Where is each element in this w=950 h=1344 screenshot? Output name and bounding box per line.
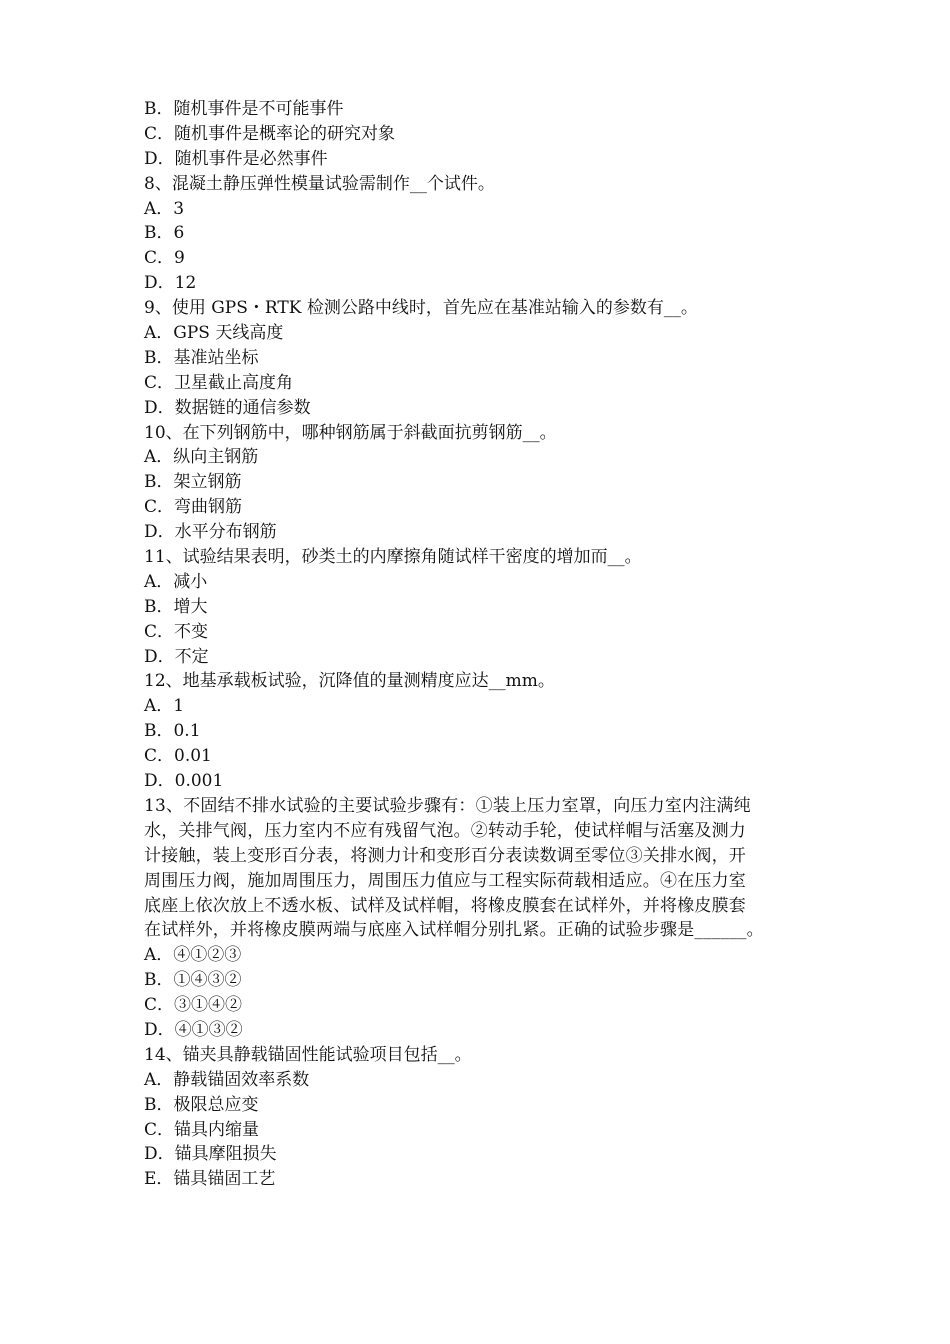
option-line: C．弯曲钢筋 (144, 497, 243, 518)
option-line: D．数据链的通信参数 (144, 397, 311, 418)
question-stem: 12、地基承载板试验，沉降值的量测精度应达__mm。 (144, 671, 555, 692)
question-stem-line: 底座上依次放上不透水板、试样及试样帽，将橡皮膜套在试样外，并将橡皮膜套 (144, 895, 746, 916)
question-stem: 11、试验结果表明，砂类土的内摩擦角随试样干密度的增加而__。 (144, 547, 642, 568)
question-stem: 14、锚夹具静载锚固性能试验项目包括__。 (144, 1044, 472, 1065)
option-line: B．极限总应变 (144, 1094, 259, 1115)
option-line: D．水平分布钢筋 (144, 522, 277, 543)
option-line: D．锚具摩阻损失 (144, 1144, 277, 1165)
document-page (144, 97, 824, 1192)
question-12 (144, 669, 824, 793)
option-line: B．①④③② (144, 970, 242, 991)
option-line: D．④①③② (144, 1019, 243, 1040)
option-line: C．卫星截止高度角 (144, 372, 294, 393)
option-line: B．增大 (144, 596, 208, 617)
question-13 (144, 794, 824, 1043)
option-line: B．基准站坐标 (144, 347, 259, 368)
top-option-list (144, 97, 824, 172)
question-14 (144, 1043, 824, 1192)
question-stem-line: 水，关排气阀，压力室内不应有残留气泡。②转动手轮，使试样帽与活塞及测力 (144, 820, 746, 841)
question-stem-line: 周围压力阀，施加周围压力，周围压力值应与工程实际荷载相适应。④在压力室 (144, 870, 746, 891)
question-stem-line: 13、不固结不排水试验的主要试验步骤有：①装上压力室罩，向压力室内注满纯 (144, 795, 751, 816)
option-line: C．0.01 (144, 746, 212, 767)
option-line: A．减小 (144, 571, 208, 592)
option-line: D．0.001 (144, 771, 224, 792)
option-line: B．架立钢筋 (144, 472, 242, 493)
option-line: B．6 (144, 223, 185, 244)
question-stem: 9、使用 GPS・RTK 检测公路中线时，首先应在基准站输入的参数有__。 (144, 298, 698, 319)
option-line: C．不变 (144, 621, 209, 642)
option-line: E．锚具锚固工艺 (144, 1169, 276, 1190)
option-line: C．随机事件是概率论的研究对象 (144, 123, 396, 144)
option-line: B．随机事件是不可能事件 (144, 99, 344, 119)
option-line: C．9 (144, 248, 185, 269)
option-line: A．纵向主钢筋 (144, 447, 259, 468)
option-line: B．0.1 (144, 721, 201, 742)
option-line: A．GPS 天线高度 (144, 323, 284, 344)
question-stem-line: 计接触，装上变形百分表，将测力计和变形百分表读数调至零位③关排水阀，开 (144, 845, 746, 866)
option-line: C．③①④② (144, 995, 243, 1016)
option-line: C．锚具内缩量 (144, 1119, 260, 1140)
question-10 (144, 421, 824, 545)
question-stem-line: 在试样外，并将橡皮膜两端与底座入试样帽分别扎紧。正确的试验步骤是______。 (144, 920, 764, 941)
option-line: D．12 (144, 273, 197, 294)
option-line: A．静载锚固效率系数 (144, 1069, 310, 1090)
option-line: D．随机事件是必然事件 (144, 148, 328, 169)
question-8 (144, 172, 824, 296)
option-line: D．不定 (144, 646, 209, 667)
question-9 (144, 296, 824, 420)
option-line: A．1 (144, 696, 185, 717)
question-stem: 10、在下列钢筋中，哪种钢筋属于斜截面抗剪钢筋__。 (144, 422, 557, 443)
question-11 (144, 545, 824, 669)
question-stem: 8、混凝土静压弹性模量试验需制作__个试件。 (144, 173, 495, 194)
option-line: A．3 (144, 198, 185, 219)
option-line: A．④①②③ (144, 945, 242, 966)
